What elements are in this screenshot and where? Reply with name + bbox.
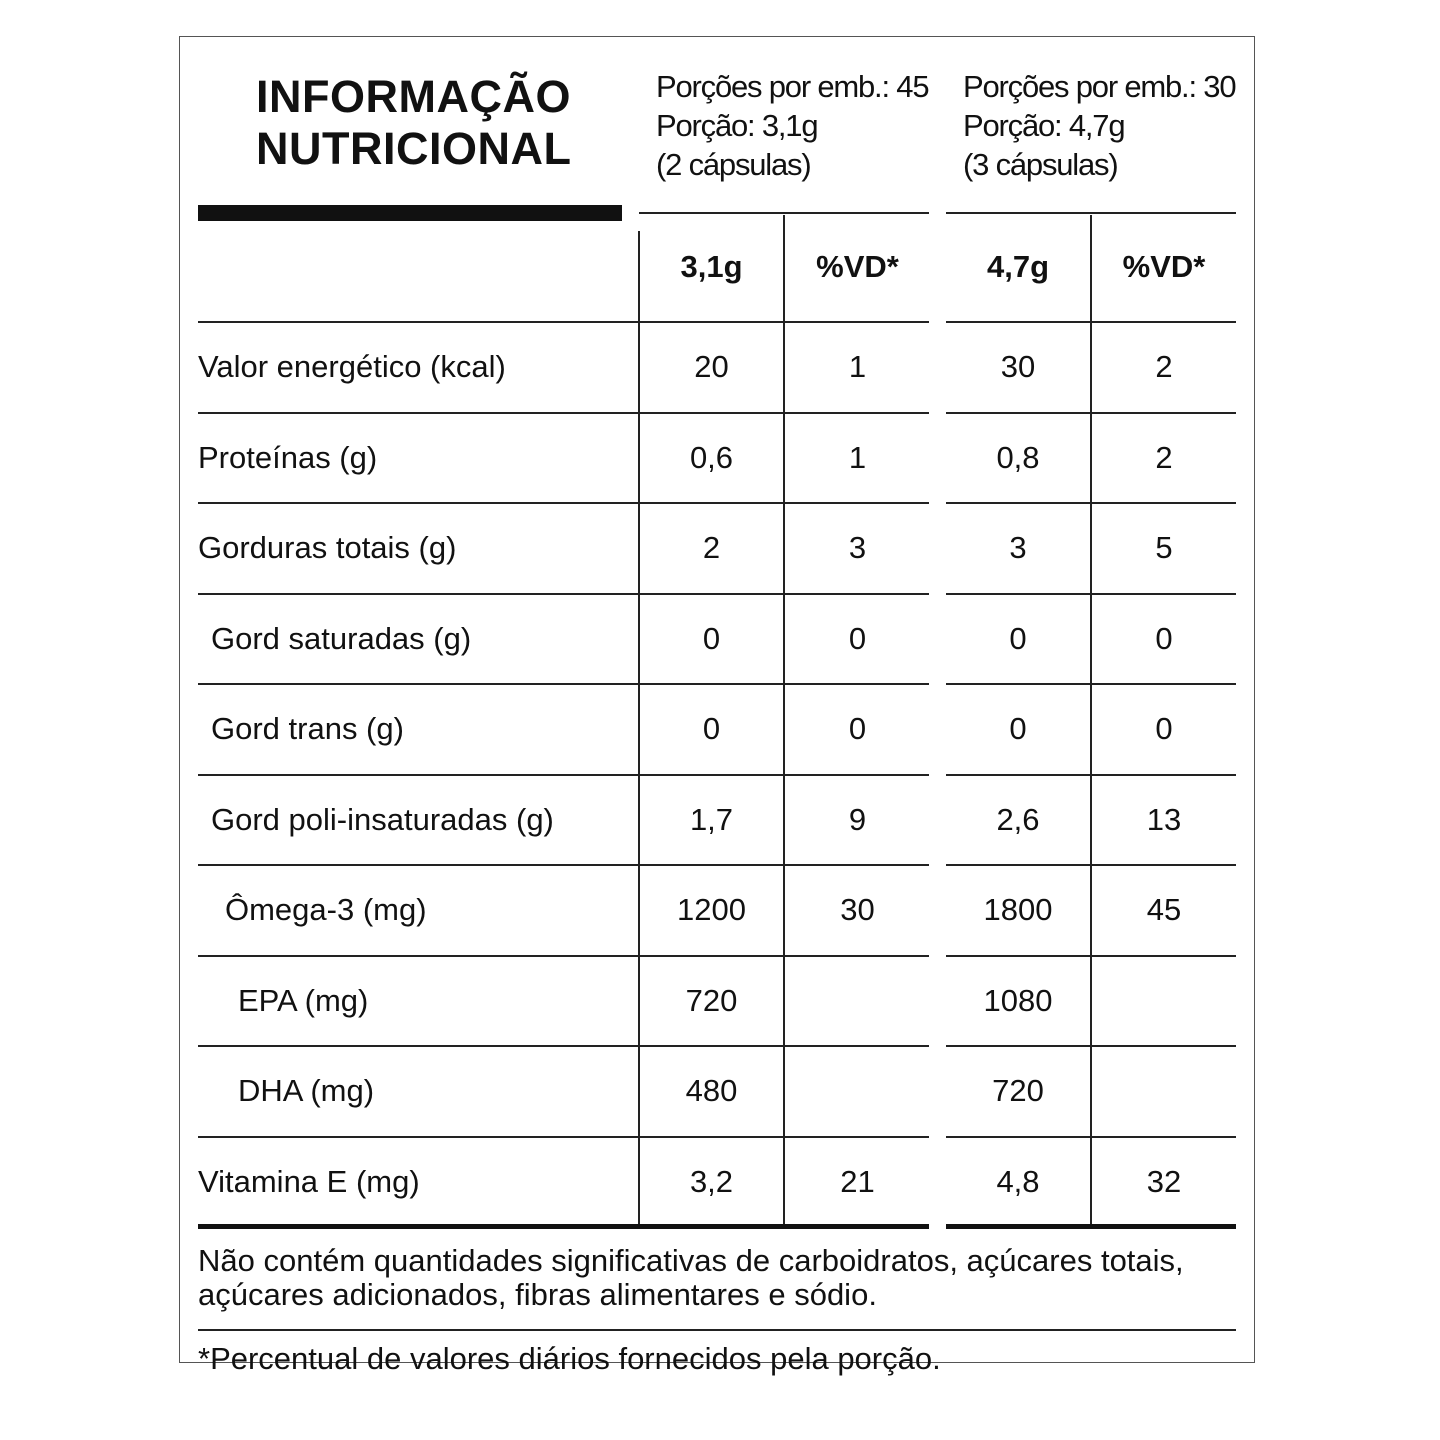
table-end-rule-2 (946, 1224, 1236, 1229)
vd-value: 45 (1146, 892, 1182, 927)
amount-header-1: 3,1g (680, 249, 743, 284)
vd-value: 1 (848, 439, 867, 475)
amount-value: 4,8 (996, 1163, 1040, 1199)
vd-value: 0 (1155, 711, 1173, 746)
vd-value: 13 (1146, 801, 1182, 837)
serving-rule-1 (639, 212, 929, 214)
vd-footnote: *Percentual de valores diários fornecidos pela porção. (198, 1341, 941, 1376)
amount-value: 30 (1000, 349, 1036, 384)
nutrient-label: Valor energético (kcal) (198, 349, 506, 384)
amount-value: 1,7 (689, 801, 734, 837)
vd-value: 0 (1155, 620, 1173, 656)
amount-header-2: 4,7g (986, 249, 1050, 284)
portion-size-2: Porção: 4,7g (963, 108, 1125, 143)
capsule-count-1: (2 cápsulas) (656, 147, 811, 182)
vd-value: 32 (1146, 1163, 1182, 1199)
nutrition-label (179, 36, 1255, 1376)
nutrient-label: Gord poli-insaturadas (g) (211, 801, 554, 837)
vd-value: 30 (840, 892, 875, 927)
amount-value: 0,8 (996, 439, 1040, 475)
amount-value: 20 (694, 349, 729, 384)
nutrient-label: Gord trans (g) (211, 711, 404, 746)
vd-value: 21 (840, 1163, 875, 1199)
nutrient-label: Gord saturadas (g) (211, 620, 472, 656)
amount-value: 720 (685, 982, 738, 1018)
amount-value: 1800 (983, 892, 1053, 927)
nutrient-label: Proteínas (g) (198, 439, 378, 475)
label-title (256, 71, 571, 175)
amount-value: 0 (1009, 620, 1027, 656)
title-rule (198, 205, 622, 221)
amount-value: 720 (992, 1073, 1044, 1108)
amount-value: 3,2 (689, 1163, 734, 1199)
vd-value: 9 (848, 801, 867, 837)
vd-value: 0 (848, 620, 867, 656)
nutrient-label: Gorduras totais (g) (198, 530, 457, 565)
nutrient-label: Ômega-3 (mg) (225, 892, 427, 927)
amount-value: 0,6 (689, 439, 734, 475)
capsule-count-2: (3 cápsulas) (963, 147, 1118, 182)
vd-value: 0 (848, 711, 867, 746)
title-line-1: INFORMAÇÃO (256, 71, 571, 122)
portion-size-1: Porção: 3,1g (656, 108, 818, 143)
vd-value: 3 (848, 530, 867, 565)
amount-value: 0 (702, 620, 721, 656)
nutrient-label: DHA (mg) (238, 1073, 375, 1108)
servings-per-pack-2: Porções por emb.: 30 (963, 69, 1236, 104)
vd-header-1: %VD* (816, 249, 899, 284)
amount-value: 1080 (983, 982, 1053, 1018)
servings-per-pack-1: Porções por emb.: 45 (656, 69, 929, 104)
title-line-2: NUTRICIONAL (256, 123, 572, 174)
nutrient-label: Vitamina E (mg) (198, 1163, 420, 1199)
amount-value: 2,6 (996, 801, 1040, 837)
vd-value: 5 (1155, 530, 1173, 565)
amount-value: 1200 (677, 892, 746, 927)
serving-rule-2 (946, 212, 1236, 214)
amount-value: 0 (1009, 711, 1027, 746)
vd-value: 1 (848, 349, 867, 384)
vd-value: 2 (1155, 349, 1173, 384)
vd-header-2: %VD* (1122, 249, 1206, 284)
not-contains-note: Não contém quantidades significativas de carboidratos, açúcares totais, açúcares adicionados, fibras alimentares e sódio. (198, 1243, 1184, 1312)
vd-value: 2 (1155, 439, 1173, 475)
amount-value: 3 (1009, 530, 1027, 565)
amount-value: 480 (685, 1073, 738, 1108)
table-end-rule-1 (198, 1224, 929, 1229)
serving-info-1 (656, 67, 928, 184)
footnote-rule (198, 1329, 1236, 1331)
amount-value: 2 (702, 530, 721, 565)
serving-info-2 (963, 67, 1235, 184)
nutrient-label: EPA (mg) (238, 982, 369, 1018)
amount-value: 0 (702, 711, 721, 746)
